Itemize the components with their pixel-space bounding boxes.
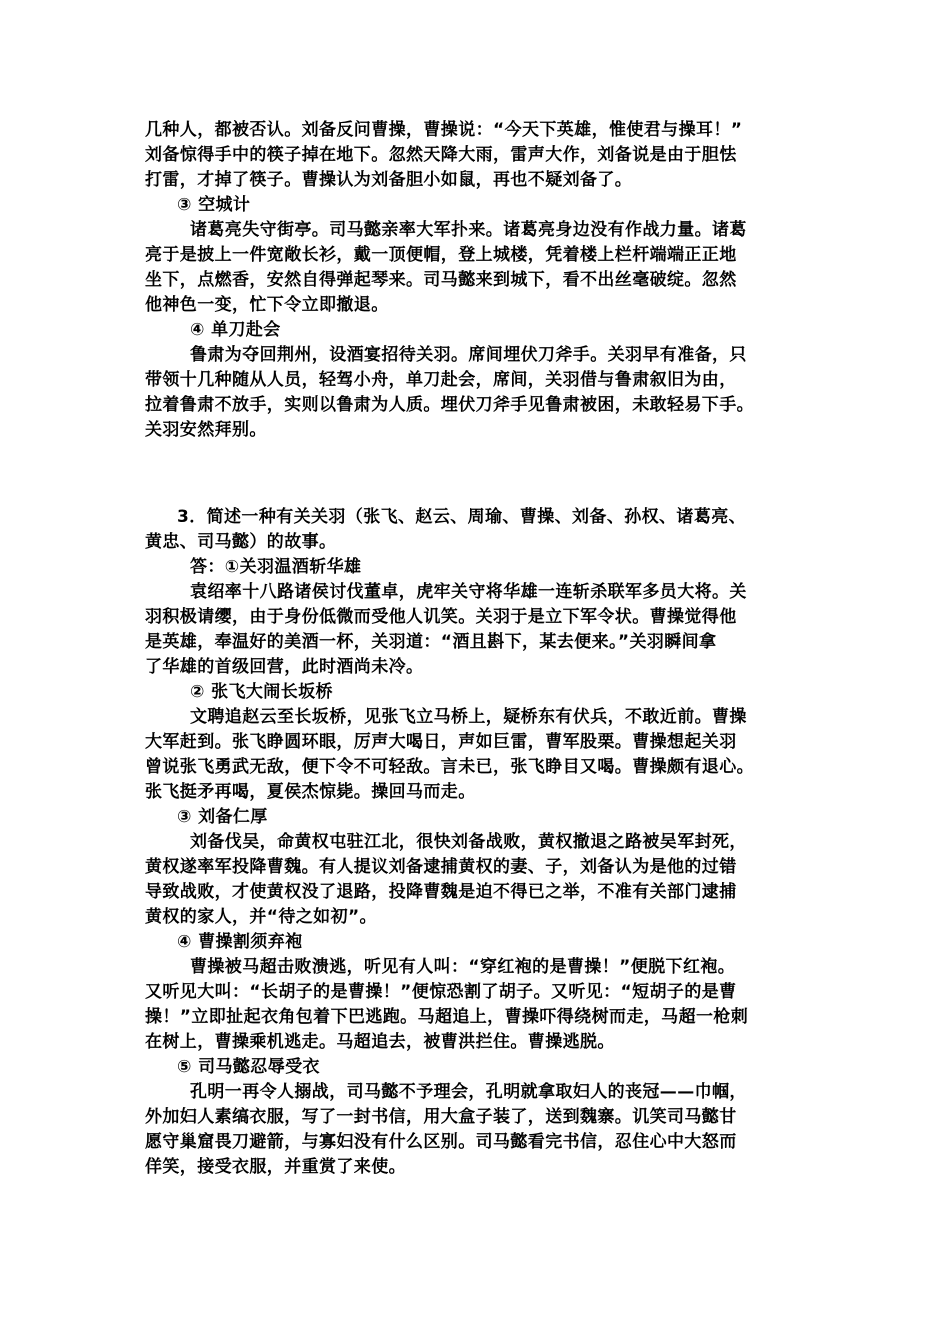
story-heading-single-sword: ④ 单刀赴会 [190, 320, 281, 340]
paragraph-line: 外加妇人素缟衣服，写了一封书信，用大盒子装了，送到魏寨。讥笑司马懿甘 [145, 1107, 737, 1127]
answer-heading-3: ③ 刘备仁厚 [177, 807, 268, 827]
previous-story-tail [145, 118, 817, 193]
paragraph-line: 坐下，点燃香，安然自得弹起琴来。司马懿来到城下，看不出丝毫破绽。忽然 [145, 270, 737, 290]
paragraph-line: 是英雄，奉温好的美酒一杯，关羽道：“酒且斟下，某去便来。”关羽瞬间拿 [145, 632, 717, 652]
answer-heading-5: ⑤ 司马懿忍辱受衣 [177, 1057, 320, 1077]
paragraph-line: 黄权遂率军投降曹魏。有人提议刘备逮捕黄权的妻、子，刘备认为是他的过错 [145, 857, 737, 877]
paragraph-line: 黄权的家人，并“待之如初”。 [145, 907, 377, 927]
paragraph-line: 几种人，都被否认。刘备反问曹操，曹操说：“今天下英雄，惟使君与操耳！” [145, 120, 743, 140]
paragraph-line: 曾说张飞勇武无敌，便下令不可轻敌。言未已，张飞睁目又喝。曹操颇有退心。 [145, 757, 754, 777]
paragraph-line: 刘备伐吴，命黄权屯驻江北，很快刘备战败，黄权撤退之路被吴军封死， [190, 832, 747, 852]
paragraph-line: 在树上，曹操乘机逃走。马超追去，被曹洪拦住。曹操逃脱。 [145, 1032, 615, 1052]
paragraph-line: 拉着鲁肃不放手，实则以鲁肃为人质。埋伏刀斧手见鲁肃被困，未敢轻易下手。 [145, 395, 754, 415]
paragraph-line: 愿守巢窟畏刀避箭，与寡妇没有什么区别。司马懿看完书信，忍住心中大怒而 [145, 1132, 737, 1152]
paragraph-line: 诸葛亮失守街亭。司马懿亲率大军扑来。诸葛亮身边没有作战力量。诸葛 [190, 220, 747, 240]
paragraph-line: 张飞挺矛再喝，夏侯杰惊毙。操回马而走。 [145, 782, 476, 802]
answer-story-3 [145, 830, 817, 930]
paragraph-line: 曹操被马超击败溃逃，听见有人叫：“穿红袍的是曹操！”便脱下红袍。 [190, 957, 736, 977]
paragraph-line: 大军赶到。张飞睁圆环眼，厉声大喝日，声如巨雷，曹军股栗。曹操想起关羽 [145, 732, 737, 752]
paragraph-line: 鲁肃为夺回荆州，设酒宴招待关羽。席间埋伏刀斧手。关羽早有准备，只 [190, 345, 747, 365]
paragraph-line: 佯笑，接受衣服，并重赏了来使。 [145, 1157, 406, 1177]
paragraph-line: 导致战败，才使黄权没了退路，投降曹魏是迫不得已之举，不准有关部门逮捕 [145, 882, 737, 902]
paragraph-line: 羽积极请缨，由于身份低微而受他人讥笑。关羽于是立下军令状。曹操觉得他 [145, 607, 737, 627]
answer-story-1 [145, 580, 817, 680]
paragraph-line: 带领十几种随从人员，轻驾小舟，单刀赴会，席间，关羽借与鲁肃叙旧为由， [145, 370, 737, 390]
answer-heading-2: ② 张飞大闹长坂桥 [190, 682, 333, 702]
story-empty-city [145, 218, 817, 318]
paragraph-line: 他神色一变，忙下令立即撤退。 [145, 295, 389, 315]
section-gap [145, 443, 817, 505]
question-line: 黄忠、司马懿）的故事。 [145, 532, 337, 552]
answer-story-5 [145, 1080, 817, 1180]
paragraph-line: 打雷，才掉了筷子。曹操认为刘备胆小如鼠，再也不疑刘备了。 [145, 170, 633, 190]
answer-story-4 [145, 955, 817, 1055]
paragraph-line: 袁绍率十八路诸侯讨伐董卓，虎牢关守将华雄一连斩杀联军多员大将。关 [190, 582, 747, 602]
paragraph-line: 文聘追赵云至长坂桥，见张飞立马桥上，疑桥东有伏兵，不敢近前。曹操 [190, 707, 747, 727]
paragraph-line: 孔明一再令人搦战，司马懿不予理会，孔明就拿取妇人的丧冠——巾帼， [190, 1082, 747, 1102]
answer-heading-4: ④ 曹操割须弃袍 [177, 932, 303, 952]
paragraph-line: 亮于是披上一件宽敞长衫，戴一顶便帽，登上城楼，凭着楼上栏杆端端正正地 [145, 245, 737, 265]
paragraph-line: 又听见大叫：“长胡子的是曹操！”便惊恐割了胡子。又听见：“短胡子的是曹 [145, 982, 737, 1002]
question-line: 3．简述一种有关关羽（张飞、赵云、周瑜、曹操、刘备、孙权、诸葛亮、 [177, 507, 747, 527]
paragraph-line: 刘备惊得手中的筷子掉在地下。忽然天降大雨，雷声大作，刘备说是由于胆怯 [145, 145, 737, 165]
answer-heading: 答：①关羽温酒斩华雄 [190, 557, 362, 577]
paragraph-line: 操！”立即扯起衣角包着下巴逃跑。马超追上，曹操吓得绕树而走，马超一枪刺 [145, 1007, 749, 1027]
answer-story-2 [145, 705, 817, 805]
story-heading-empty-city: ③ 空城计 [177, 195, 251, 215]
story-single-sword [145, 343, 817, 443]
paragraph-line: 了华雄的首级回营，此时酒尚未冷。 [145, 657, 424, 677]
document-page [145, 118, 817, 1180]
question-3 [145, 505, 817, 555]
paragraph-line: 关羽安然拜别。 [145, 420, 267, 440]
